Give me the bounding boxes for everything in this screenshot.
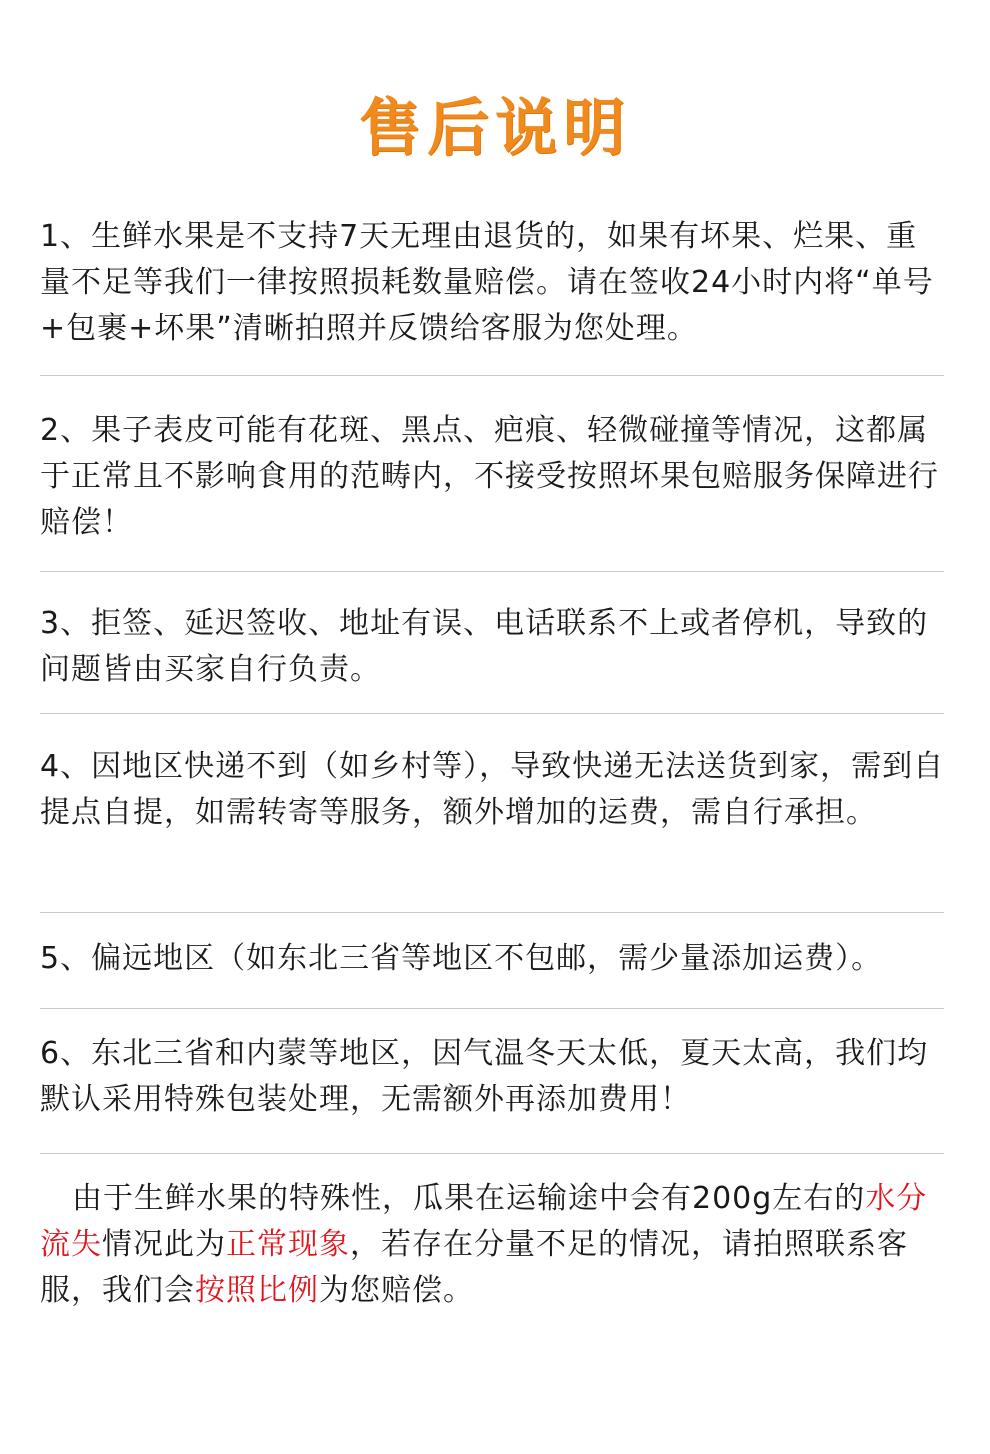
- divider: [40, 1008, 944, 1009]
- divider: [40, 571, 944, 572]
- policy-item-2: 2、果子表皮可能有花斑、黑点、疤痕、轻微碰撞等情况，这都属于正常且不影响食用的范畴内，不接受按照坏果包赔服务保障进行赔偿！: [40, 413, 939, 540]
- policy-item-6: 6、东北三省和内蒙等地区，因气温冬天太低，夏天太高，我们均默认采用特殊包装处理，无需额外再添加费用！: [40, 1036, 929, 1117]
- divider: [40, 375, 944, 376]
- note-text: 由于生鲜水果的特殊性，瓜果在运输途中会有200g左右的: [72, 1181, 866, 1216]
- divider: [40, 1153, 944, 1154]
- note-highlight: 按照比例: [195, 1273, 319, 1308]
- note-text: 为您赔偿。: [319, 1273, 474, 1308]
- divider: [40, 713, 944, 714]
- note-highlight: 水分流失: [40, 1181, 928, 1262]
- note-text: ，若存在分量不足的情况，请拍照联系客服，我们会: [40, 1227, 908, 1308]
- note-text: 情况此为: [102, 1227, 226, 1262]
- note-highlight: 正常现象: [226, 1227, 350, 1262]
- page-title: 售后说明: [358, 91, 631, 164]
- divider: [40, 912, 944, 913]
- policy-item-1: 1、生鲜水果是不支持7天无理由退货的，如果有坏果、烂果、重量不足等我们一律按照损耗数量赔偿。请在签收24小时内将“单号+包裹+坏果”清晰拍照并反馈给客服为您处理。: [40, 219, 934, 346]
- weight-loss-note: [40, 1176, 945, 1314]
- policy-item-3: 3、拒签、延迟签收、地址有误、电话联系不上或者停机，导致的问题皆由买家自行负责。: [40, 606, 929, 687]
- policy-item-4: 4、因地区快递不到（如乡村等），导致快递无法送货到家，需到自提点自提，如需转寄等服务，额外增加的运费，需自行承担。: [40, 749, 945, 830]
- policy-item-5: 5、偏远地区（如东北三省等地区不包邮，需少量添加运费）。: [40, 941, 883, 976]
